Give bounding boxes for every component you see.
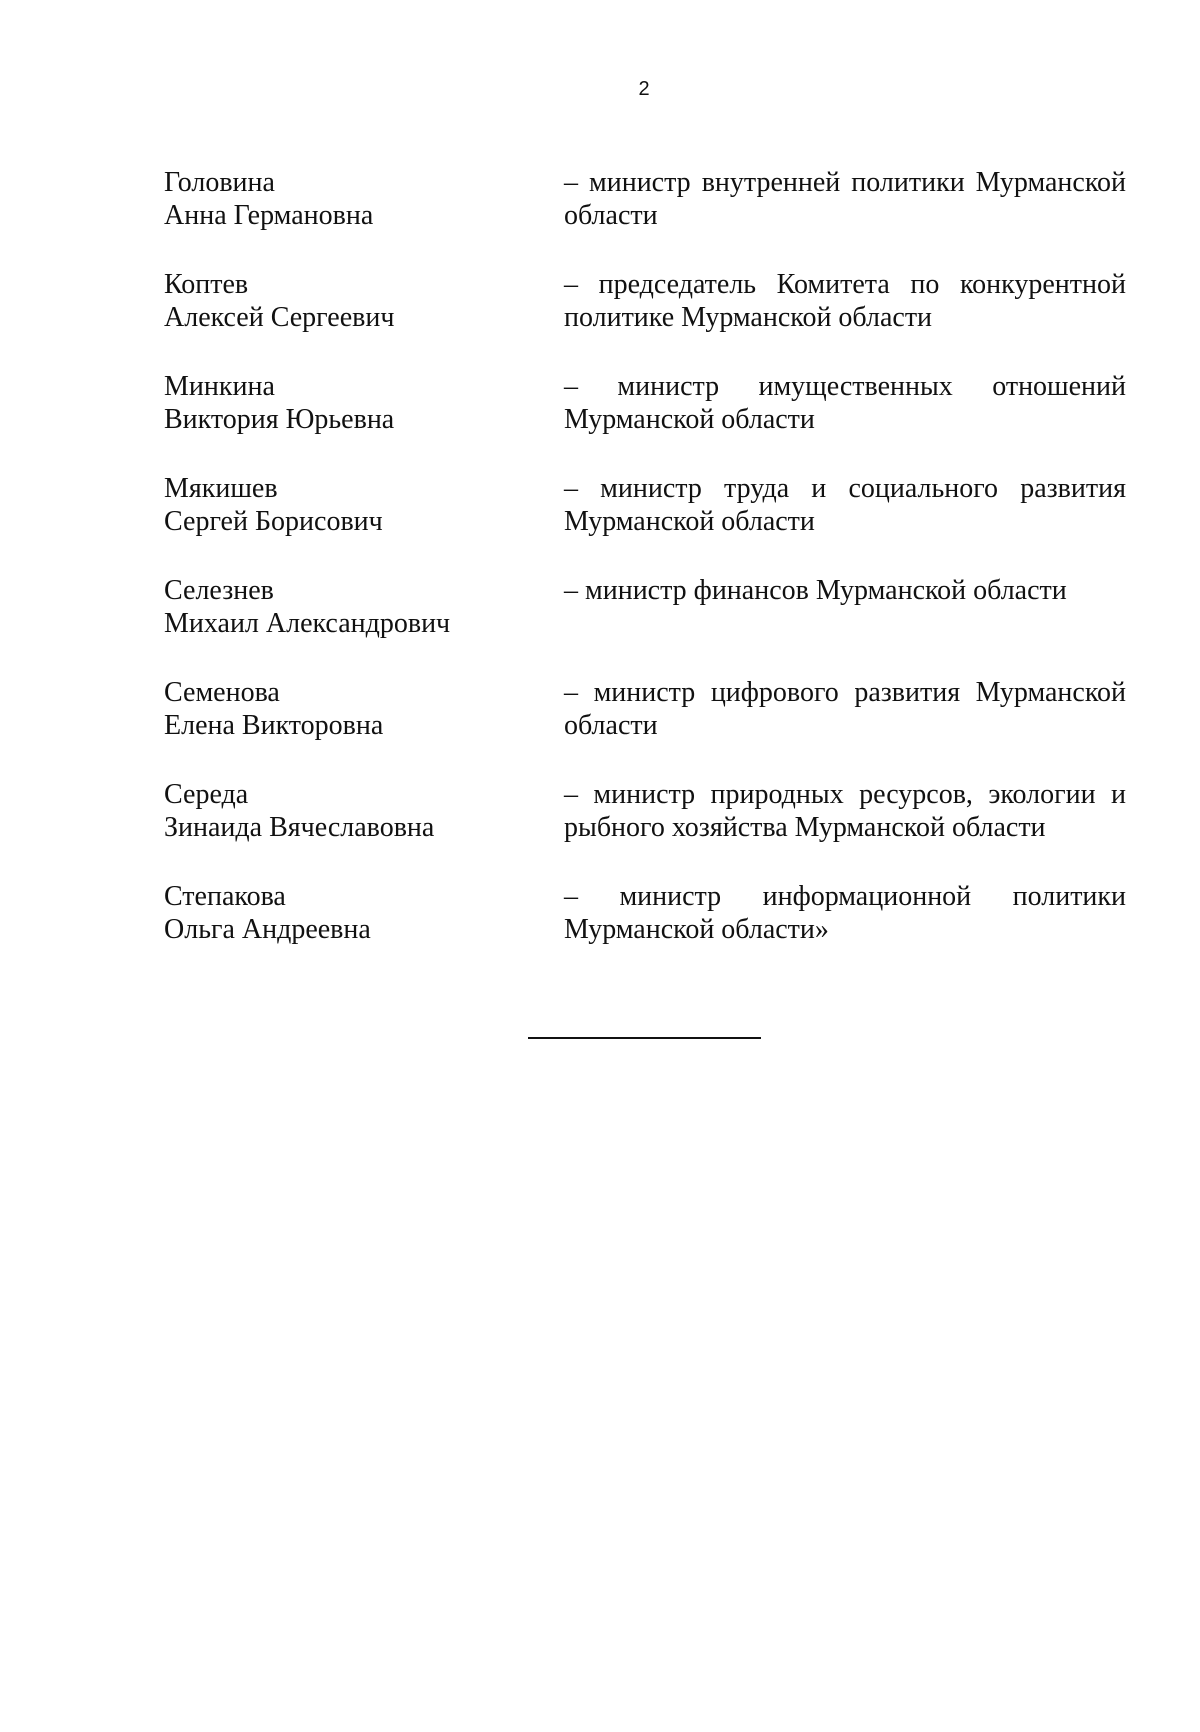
member-entry <box>164 574 1126 640</box>
member-given-names: Елена Викторовна <box>164 710 384 741</box>
member-role: – министр труда и социального развития Мурманской области <box>564 473 1126 537</box>
member-role: – министр природных ресурсов, экологии и рыбного хозяйства Мурманской области <box>564 779 1126 843</box>
member-surname: Коптев <box>164 269 249 300</box>
member-role: – министр финансов Мурманской области <box>564 575 1067 606</box>
member-surname: Головина <box>164 167 275 198</box>
member-name <box>164 574 564 640</box>
member-given-names: Алексей Сергеевич <box>164 302 395 333</box>
member-role: – министр имущественных отношений Мурманской области <box>564 371 1126 435</box>
member-role: – министр информационной политики Мурманской области» <box>564 881 1126 945</box>
member-name <box>164 268 564 334</box>
member-surname: Мякишев <box>164 473 278 504</box>
member-entry <box>164 166 1126 232</box>
member-surname: Степакова <box>164 881 286 912</box>
member-name <box>164 370 564 436</box>
member-surname: Селезнев <box>164 575 274 606</box>
member-given-names: Михаил Александрович <box>164 608 451 639</box>
member-name <box>164 778 564 844</box>
member-role: – министр цифрового развития Мурманской области <box>564 677 1126 741</box>
member-name <box>164 676 564 742</box>
member-surname: Семенова <box>164 677 280 708</box>
member-role: – министр внутренней политики Мурманской области <box>564 167 1126 231</box>
member-list <box>164 166 1126 982</box>
member-given-names: Виктория Юрьевна <box>164 404 395 435</box>
member-surname: Середа <box>164 779 249 810</box>
member-entry <box>164 676 1126 742</box>
member-entry <box>164 778 1126 844</box>
page-number: 2 <box>638 78 650 100</box>
closing-divider-line <box>528 1037 761 1039</box>
member-role: – председатель Комитета по конкурентной политике Мурманской области <box>564 269 1126 333</box>
member-given-names: Зинаида Вячеславовна <box>164 812 435 843</box>
member-given-names: Сергей Борисович <box>164 506 383 537</box>
member-name <box>164 472 564 538</box>
member-name <box>164 166 564 232</box>
member-entry <box>164 268 1126 334</box>
member-entry <box>164 880 1126 946</box>
member-entry <box>164 370 1126 436</box>
member-given-names: Анна Германовна <box>164 200 374 231</box>
member-given-names: Ольга Андреевна <box>164 914 371 945</box>
member-name <box>164 880 564 946</box>
member-entry <box>164 472 1126 538</box>
member-surname: Минкина <box>164 371 275 402</box>
